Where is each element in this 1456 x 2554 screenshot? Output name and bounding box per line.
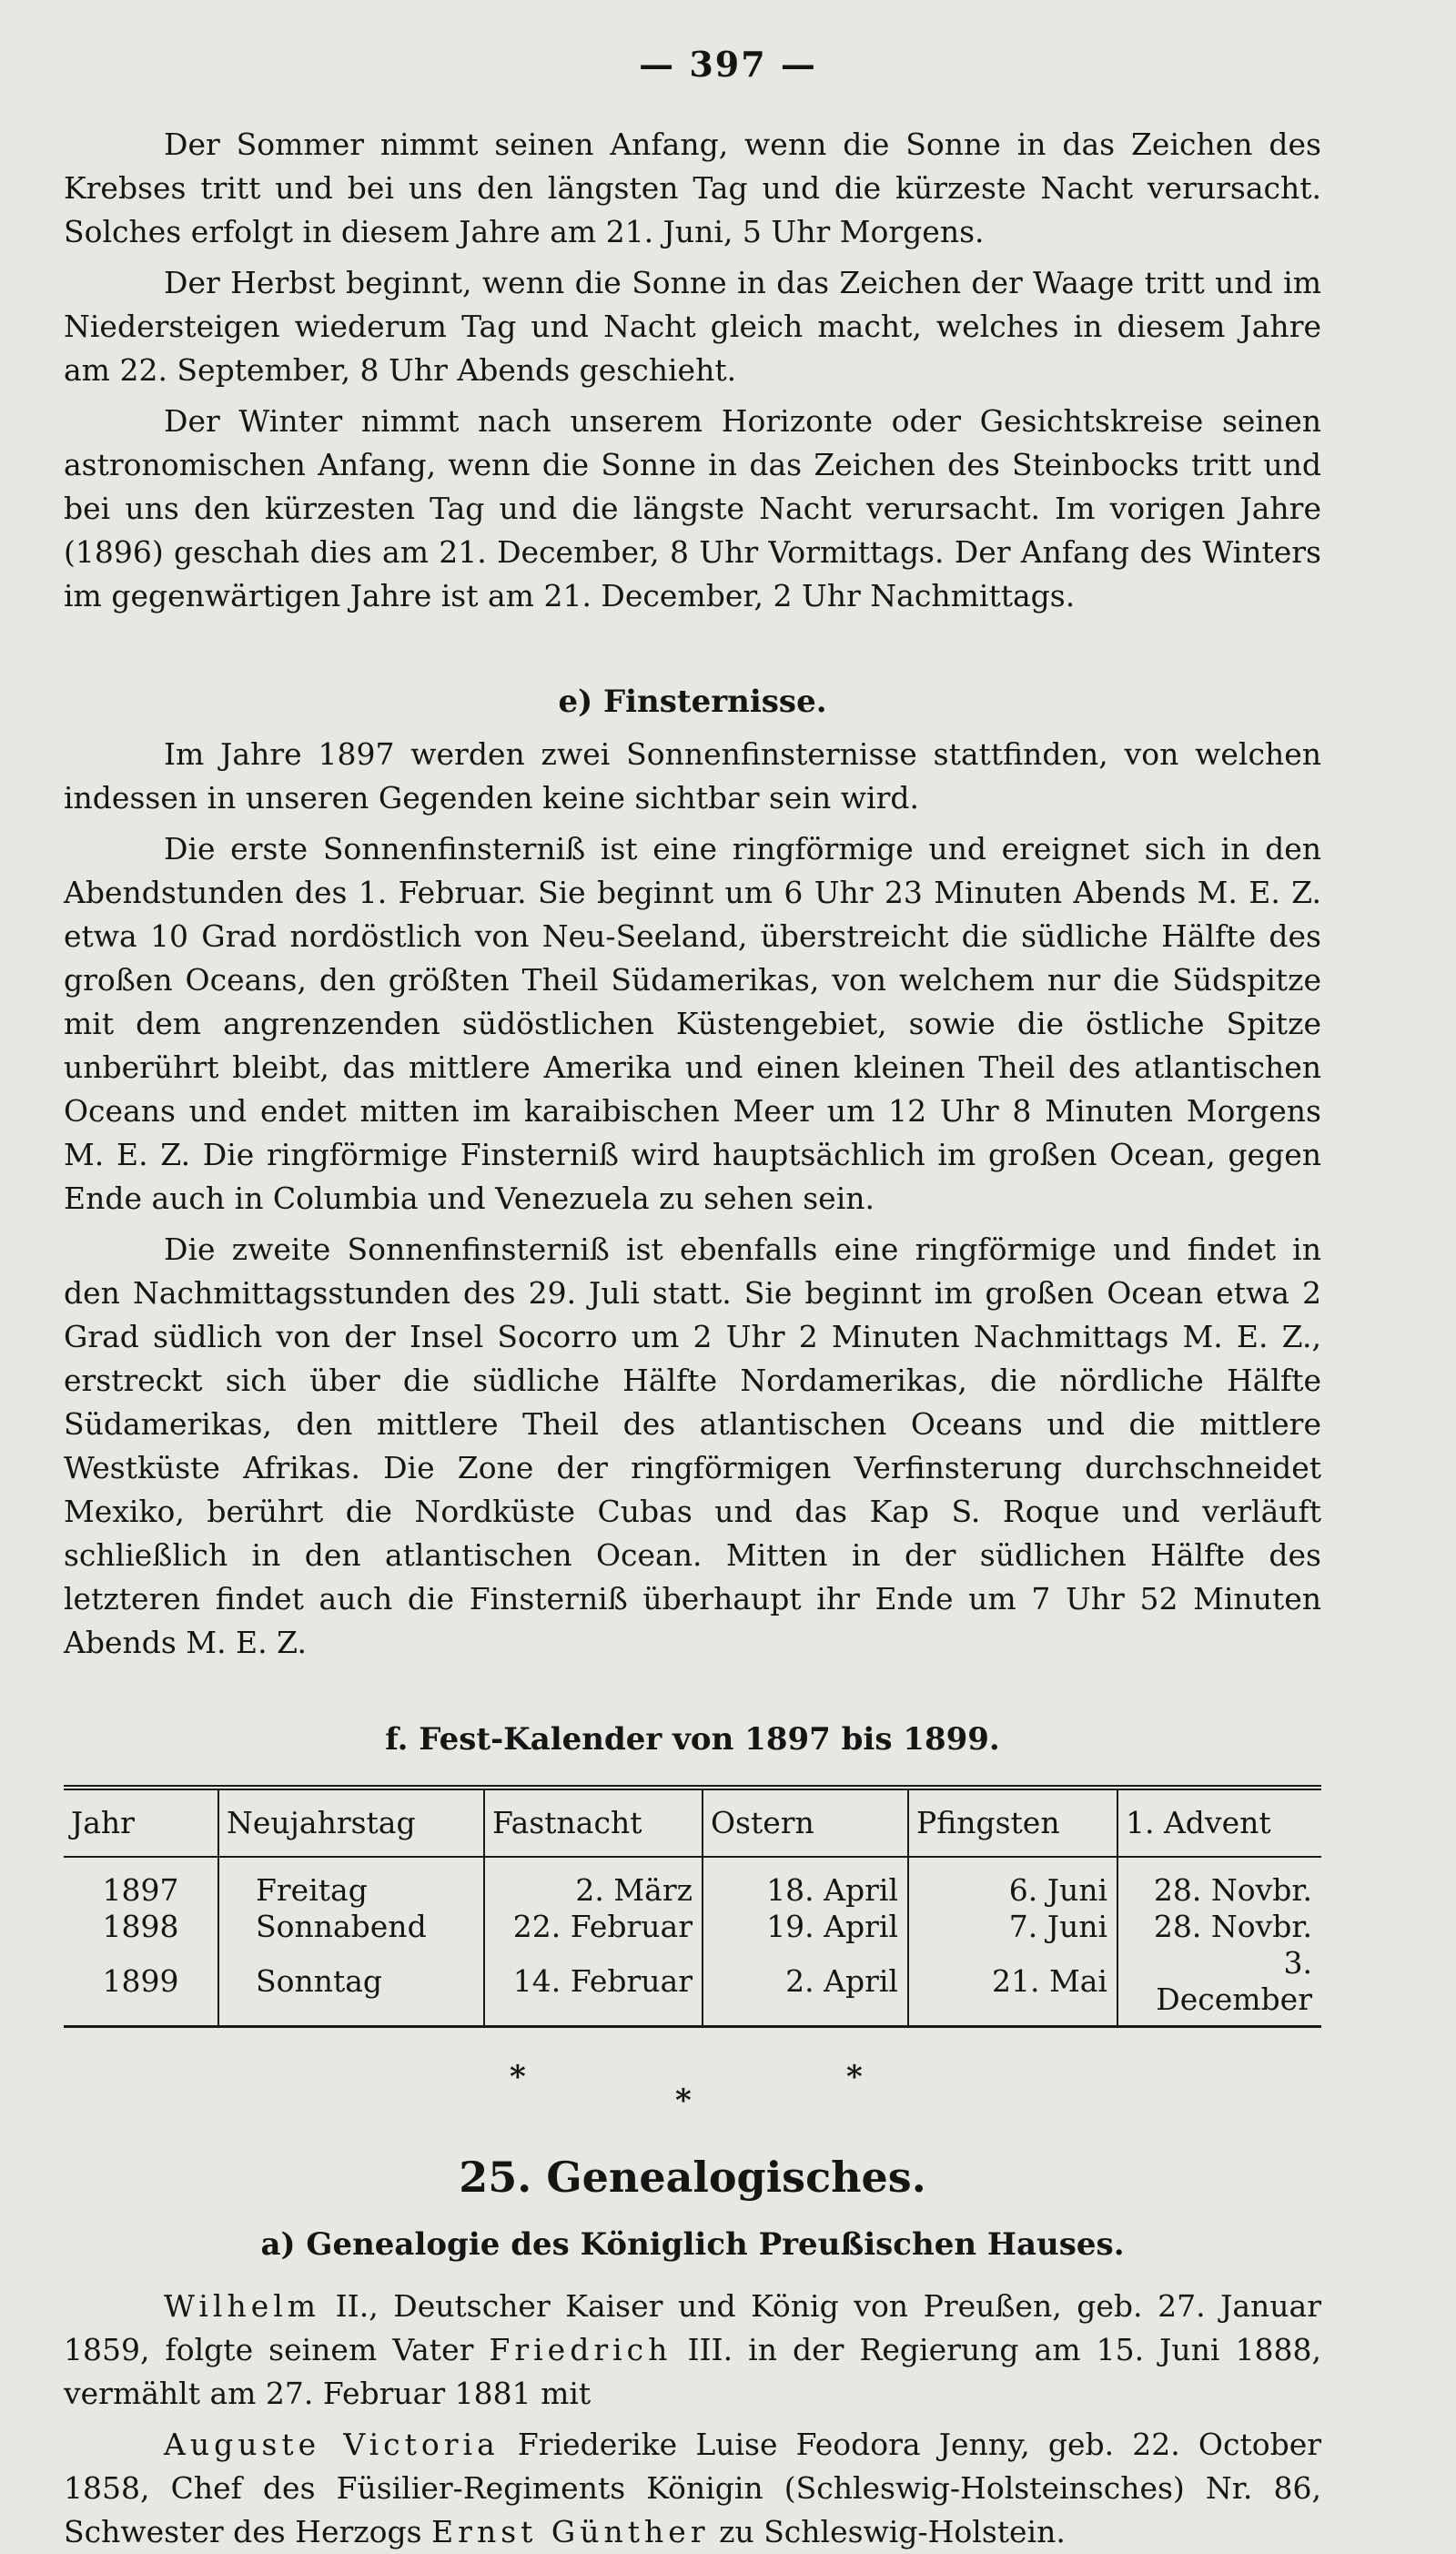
wilhelm-paragraph (64, 2285, 1321, 2416)
empress-text-b: zu Schleswig-Holstein. (709, 2514, 1066, 2549)
eclipses-intro: Im Jahre 1897 werden zwei Sonnenfinsternisse stattfinden, von welchen indessen in unseren Gegenden keine sichtbar sein wird. (64, 736, 1321, 816)
feast-calendar-table (64, 1785, 1321, 2028)
empress-name: Auguste Victoria (164, 2427, 500, 2462)
cell-new-year: Freitag (218, 1857, 484, 1909)
autumn-paragraph: Der Herbst beginnt, wenn die Sonne in das Zeichen der Waage tritt und im Niedersteigen wiederum Tag und Nacht gleich macht, welches in diesem Jahre am 22. September, 8 Uhr Abends geschieht. (64, 265, 1321, 388)
table-row (64, 1857, 1321, 1909)
separator-star: * (510, 2059, 526, 2095)
wilhelm-text-a: II., Deutscher Kaiser und König von Preußen, geb. 27. Januar 1859, folgte seinem Vater (64, 2288, 1321, 2367)
cell-advent: 28. Novbr. (1117, 1857, 1321, 1909)
auguste-victoria-paragraph (64, 2423, 1321, 2554)
summer-paragraph: Der Sommer nimmt seinen Anfang, wenn die Sonne in das Zeichen des Krebses tritt und bei uns den längsten Tag und die kürzeste Nacht verursacht. Solches erfolgt in diesem Jahre am 21. Juni, 5 Uhr Morgens. (64, 127, 1321, 249)
eclipses-heading: e) Finsternisse. (558, 684, 827, 720)
separator-star: * (675, 2083, 692, 2119)
col-advent: 1. Advent (1117, 1788, 1321, 1857)
section-separator (64, 2028, 1321, 2155)
winter-paragraph: Der Winter nimmt nach unserem Horizonte oder Gesichtskreise seinen astronomischen Anfang, wenn die Sonne in das Zeichen des Steinbocks tritt und bei uns den kürzesten Tag und die längste Nacht verursacht. Im vorigen Jahre (1896) geschah dies am 21. December, 8 Uhr Vormittags. Der Anfang des Winters im gegenwärtigen Jahre ist am 21. December, 2 Uhr Nachmittags. (64, 403, 1321, 613)
col-carnival: Fastnacht (484, 1788, 703, 1857)
cell-advent: 28. Novbr. (1117, 1909, 1321, 1945)
table-row (64, 1945, 1321, 2027)
genealogy-heading: 25. Genealogisches. (459, 2153, 926, 2202)
wilhelm-text-b: III. in der Regierung am 15. Juni 1888, vermählt am 27. Februar 1881 mit (64, 2332, 1322, 2411)
cell-new-year: Sonntag (218, 1945, 484, 2027)
col-pentecost: Pfingsten (908, 1788, 1117, 1857)
prussian-house-subheading: a) Genealogie des Königlich Preußischen Hauses. (260, 2226, 1125, 2263)
first-eclipse-paragraph: Die erste Sonnenfinsterniß ist eine ringförmige und ereignet sich in den Abendstunden des 1. Februar. Sie beginnt um 6 Uhr 23 Minuten Abends M. E. Z. etwa 10 Grad nordöstlich von Neu-Seeland, überstreicht die südliche Hälfte des großen Oceans, den größten Theil Südamerikas, von welchem nur die Südspitze mit dem angrenzenden südöstlichen Küstengebiet, sowie die östliche Spitze unberührt bleibt, das mittlere Amerika und einen kleinen Theil des atlantischen Oceans und endet mitten im karaibischen Meer um 12 Uhr 8 Minuten Morgens M. E. Z. Die ringförmige Finsterniß wird hauptsächlich im großen Ocean, gegen Ende auch in Columbia und Venezuela zu sehen sein. (64, 831, 1321, 1216)
table-row (64, 1909, 1321, 1945)
cell-carnival: 22. Februar (484, 1909, 703, 1945)
father-name: Friedrich (489, 2332, 672, 2367)
duke-name: Ernst Günther (431, 2514, 710, 2549)
cell-year: 1899 (102, 1963, 179, 1999)
cell-easter: 18. April (703, 1857, 908, 1909)
cell-advent: 3. December (1117, 1945, 1321, 2027)
separator-star: * (846, 2059, 863, 2095)
cell-easter: 2. April (703, 1945, 908, 2027)
cell-pentecost: 21. Mai (908, 1945, 1117, 2027)
table-header-row (64, 1788, 1321, 1857)
cell-year: 1897 (102, 1872, 179, 1908)
cell-easter: 19. April (703, 1909, 908, 1945)
cell-pentecost: 7. Juni (908, 1909, 1117, 1945)
cell-carnival: 14. Februar (484, 1945, 703, 2027)
cell-year: 1898 (102, 1909, 179, 1944)
emperor-name: Wilhelm (164, 2288, 321, 2324)
empress-text-a: Friederike Luise Feodora Jenny, geb. 22. October 1858, Chef des Füsilier-Regiments Königin (Schleswig-Holsteinsches) Nr. 86, Schwester des Herzogs (64, 2427, 1321, 2549)
cell-new-year: Sonnabend (218, 1909, 484, 1945)
col-year: Jahr (64, 1788, 218, 1857)
calendar-heading: f. Fest-Kalender von 1897 bis 1899. (385, 1721, 1000, 1758)
second-eclipse-paragraph: Die zweite Sonnenfinsterniß ist ebenfalls eine ringförmige und findet in den Nachmittagsstunden des 29. Juli statt. Sie beginnt im großen Ocean etwa 2 Grad südlich von der Insel Socorro um 2 Uhr 2 Minuten Nachmittags M. E. Z., erstreckt sich über die südliche Hälfte Nordamerikas, die nördliche Hälfte Südamerikas, den mittlere Theil des atlantischen Oceans und die mittlere Westküste Afrikas. Die Zone der ringförmigen Verfinsterung durchschneidet Mexiko, berührt die Nordküste Cubas und das Kap S. Roque und verläuft schließlich in den atlantischen Ocean. Mitten in der südlichen Hälfte des letzteren findet auch die Finsterniß überhaupt ihr Ende um 7 Uhr 52 Minuten Abends M. E. Z. (64, 1231, 1321, 1660)
cell-pentecost: 6. Juni (908, 1857, 1117, 1909)
page-number: — 397 — (639, 44, 817, 85)
page-body (64, 123, 1321, 2554)
cell-carnival: 2. März (484, 1857, 703, 1909)
col-easter: Ostern (703, 1788, 908, 1857)
col-new-year: Neujahrstag (218, 1788, 484, 1857)
